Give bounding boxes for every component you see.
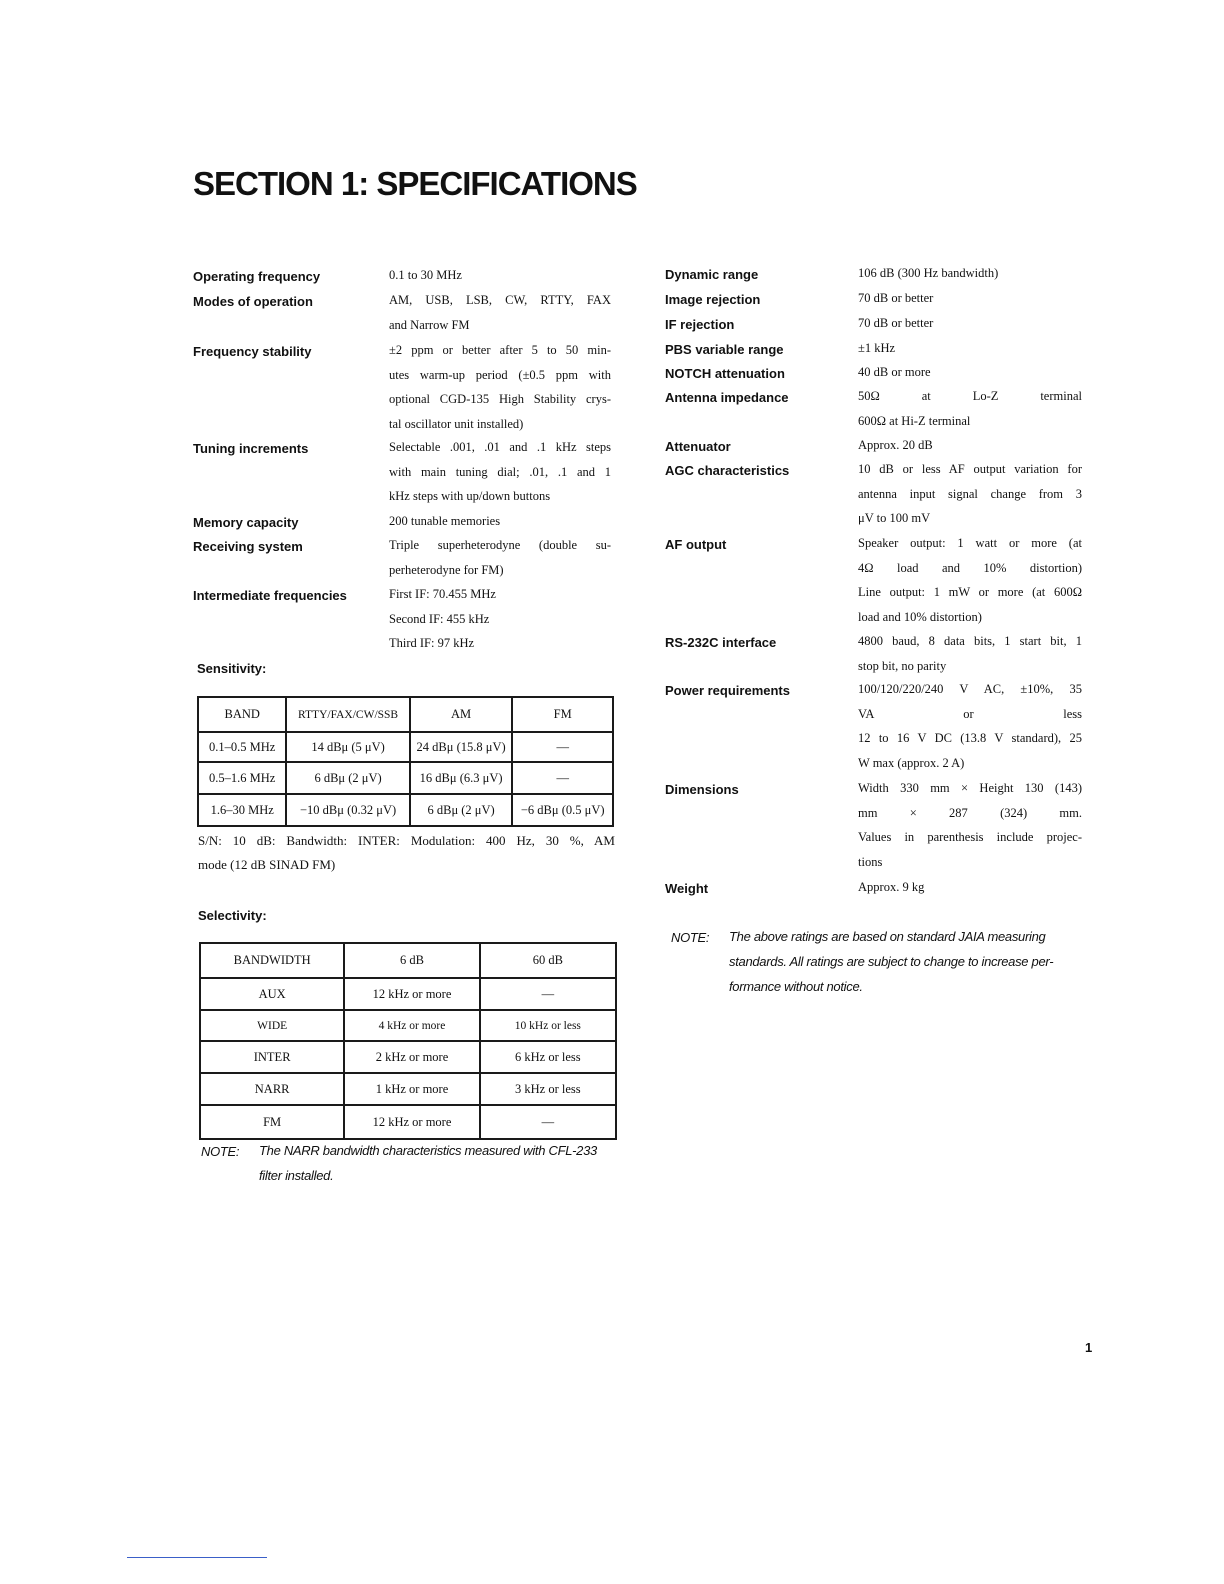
table-header: BAND: [198, 697, 286, 732]
spec-label: Weight: [665, 881, 709, 896]
spec-value-line: with main tuning dial; .01, .1 and 1: [389, 464, 611, 479]
spec-value-line: ±1 kHz: [858, 341, 896, 355]
spec-value-line: tal oscillator unit installed): [389, 416, 524, 431]
table-header: 60 dB: [480, 943, 616, 978]
spec-value: [858, 365, 1082, 390]
table-header: AM: [410, 697, 513, 732]
table-row: [200, 1105, 616, 1139]
spec-value: [389, 440, 611, 514]
spec-label: Modes of operation: [193, 294, 313, 309]
spec-value: [858, 536, 1082, 634]
spec-value: [389, 587, 611, 661]
table-cell: —: [480, 1105, 616, 1139]
spec-label: Tuning increments: [193, 441, 309, 456]
spec-label: Operating frequency: [193, 269, 321, 284]
spec-value-line: ±2 ppm or better after 5 to 50 min-: [389, 343, 611, 357]
spec-label: Memory capacity: [193, 515, 299, 530]
sensitivity-label: Sensitivity:: [197, 661, 267, 676]
spec-value: [858, 462, 1082, 536]
spec-value: [858, 341, 1082, 366]
spec-value-line: 200 tunable memories: [389, 514, 501, 528]
spec-value-line: 100/120/220/240 V AC, ±10%, 35: [858, 682, 1082, 696]
spec-label: Frequency stability: [193, 344, 312, 359]
table-cell: INTER: [200, 1041, 344, 1073]
spec-value-line: AM, USB, LSB, CW, RTTY, FAX: [389, 293, 611, 307]
table-cell: 12 kHz or more: [344, 1105, 479, 1139]
spec-label: Dimensions: [665, 782, 739, 797]
table-header: RTTY/FAX/CW/SSB: [286, 697, 409, 732]
table-cell: 24 dBμ (15.8 μV): [410, 732, 513, 762]
spec-value-line: First IF: 70.455 MHz: [389, 587, 496, 601]
spec-value-line: Line output: 1 mW or more (at 600Ω: [858, 585, 1082, 599]
spec-value-line: 600Ω at Hi-Z terminal: [858, 413, 971, 428]
spec-value: [858, 316, 1082, 341]
table-cell: —: [480, 978, 616, 1010]
table-cell: 4 kHz or more: [344, 1010, 479, 1041]
note-line: S/N: 10 dB: Bandwidth: INTER: Modulation: 400 Hz, 30 %, AM: [198, 833, 615, 848]
footer-rule: [127, 1557, 267, 1558]
spec-value: [858, 781, 1082, 879]
table-header: BANDWIDTH: [200, 943, 344, 978]
table-cell: 6 dBμ (2 μV): [410, 794, 513, 826]
selectivity-label: Selectivity:: [198, 908, 267, 923]
spec-label: Receiving system: [193, 539, 303, 554]
note-line: The above ratings are based on standard JAIA measuring: [729, 929, 1046, 944]
table-cell: 1 kHz or more: [344, 1073, 479, 1105]
sensitivity-table: [197, 696, 614, 827]
table-cell: 6 kHz or less: [480, 1041, 616, 1073]
table-header: 6 dB: [344, 943, 479, 978]
spec-value-line: kHz steps with up/down buttons: [389, 489, 551, 503]
spec-label: Image rejection: [665, 292, 761, 307]
spec-value-line: 70 dB or better: [858, 316, 934, 330]
spec-value-line: 50Ω at Lo-Z terminal: [858, 389, 1082, 403]
spec-value-line: Width 330 mm × Height 130 (143): [858, 781, 1082, 795]
note-label: NOTE:: [201, 1144, 240, 1159]
table-cell: FM: [200, 1105, 344, 1139]
spec-value-line: Second IF: 455 kHz: [389, 611, 490, 626]
table-row: [198, 794, 613, 826]
spec-value-line: 12 to 16 V DC (13.8 V standard), 25: [858, 731, 1082, 745]
spec-value: [389, 514, 611, 539]
note-line: The NARR bandwidth characteristics measured with CFL-233: [259, 1143, 597, 1158]
table-cell: NARR: [200, 1073, 344, 1105]
table-cell: 16 dBμ (6.3 μV): [410, 762, 513, 794]
spec-value-line: 70 dB or better: [858, 291, 934, 305]
spec-value-line: load and 10% distortion): [858, 609, 982, 624]
spec-value-line: 4Ω load and 10% distortion): [858, 560, 1082, 575]
spec-value: [858, 438, 1082, 463]
table-cell: WIDE: [200, 1010, 344, 1041]
spec-value-line: 10 dB or less AF output variation for: [858, 462, 1082, 476]
spec-value: [389, 343, 611, 441]
spec-label: Power requirements: [665, 683, 790, 698]
spec-value: [858, 634, 1082, 683]
spec-label: PBS variable range: [665, 342, 784, 357]
table-cell: −10 dBμ (0.32 μV): [286, 794, 409, 826]
spec-value-line: perheterodyne for FM): [389, 562, 504, 577]
sensitivity-note: [198, 834, 615, 882]
spec-value: [389, 538, 611, 587]
spec-value-line: W max (approx. 2 A): [858, 755, 965, 770]
spec-value-line: 0.1 to 30 MHz: [389, 268, 462, 282]
spec-value-line: Triple superheterodyne (double su-: [389, 538, 611, 552]
note-label: NOTE:: [671, 930, 710, 945]
spec-value-line: μV to 100 mV: [858, 511, 931, 525]
spec-label: IF rejection: [665, 317, 735, 332]
table-cell: AUX: [200, 978, 344, 1010]
note-line: formance without notice.: [729, 979, 863, 994]
spec-value-line: optional CGD-135 High Stability crys-: [389, 392, 611, 406]
spec-value: [858, 880, 1082, 905]
table-cell: 12 kHz or more: [344, 978, 479, 1010]
spec-value: [858, 291, 1082, 316]
note-line: filter installed.: [259, 1168, 334, 1183]
spec-label: Attenuator: [665, 439, 731, 454]
spec-label: Intermediate frequencies: [193, 588, 347, 603]
spec-value-line: antenna input signal change from 3: [858, 486, 1082, 501]
spec-value: [389, 268, 611, 293]
spec-value-line: tions: [858, 854, 883, 869]
table-row: [198, 762, 613, 794]
spec-value: [858, 266, 1082, 291]
note-line: mode (12 dB SINAD FM): [198, 857, 336, 872]
spec-value-line: Values in parenthesis include projec-: [858, 830, 1082, 844]
table-cell: 1.6–30 MHz: [198, 794, 286, 826]
spec-value: [858, 682, 1082, 780]
spec-value-line: utes warm-up period (±0.5 ppm with: [389, 367, 611, 382]
table-row: [200, 1073, 616, 1105]
table-cell: 2 kHz or more: [344, 1041, 479, 1073]
spec-value-line: Third IF: 97 kHz: [389, 636, 475, 650]
table-cell: —: [512, 762, 613, 794]
page-title: SECTION 1: SPECIFICATIONS: [193, 165, 637, 202]
spec-label: Antenna impedance: [665, 390, 789, 405]
spec-value-line: VA or less: [858, 706, 1082, 721]
table-cell: 10 kHz or less: [480, 1010, 616, 1041]
table-header: FM: [512, 697, 613, 732]
spec-value-line: Approx. 20 dB: [858, 438, 933, 452]
spec-label: AF output: [665, 537, 727, 552]
spec-value-line: Approx. 9 kg: [858, 880, 925, 894]
table-header-row: [200, 943, 616, 978]
spec-value-line: 4800 baud, 8 data bits, 1 start bit, 1: [858, 634, 1082, 648]
table-cell: 0.1–0.5 MHz: [198, 732, 286, 762]
note-line: standards. All ratings are subject to change to increase per-: [729, 954, 1054, 969]
selectivity-table: [199, 942, 617, 1140]
spec-value-line: Selectable .001, .01 and .1 kHz steps: [389, 440, 611, 454]
spec-label: Dynamic range: [665, 267, 759, 282]
table-row: [200, 1010, 616, 1041]
spec-value-line: and Narrow FM: [389, 317, 470, 332]
table-cell: 6 dBμ (2 μV): [286, 762, 409, 794]
spec-value: [389, 293, 611, 342]
spec-label: AGC characteristics: [665, 463, 790, 478]
spec-label: NOTCH attenuation: [665, 366, 785, 381]
spec-value-line: Speaker output: 1 watt or more (at: [858, 536, 1082, 550]
table-cell: 3 kHz or less: [480, 1073, 616, 1105]
table-header-row: [198, 697, 613, 732]
spec-value: [858, 389, 1082, 438]
spec-value-line: 106 dB (300 Hz bandwidth): [858, 266, 999, 280]
table-cell: 0.5–1.6 MHz: [198, 762, 286, 794]
spec-value-line: stop bit, no parity: [858, 658, 947, 673]
spec-label: RS-232C interface: [665, 635, 777, 650]
table-cell: −6 dBμ (0.5 μV): [512, 794, 613, 826]
table-cell: 14 dBμ (5 μV): [286, 732, 409, 762]
table-cell: —: [512, 732, 613, 762]
page-number: 1: [1085, 1340, 1093, 1355]
spec-value-line: 40 dB or more: [858, 365, 931, 379]
table-row: [198, 732, 613, 762]
table-row: [200, 1041, 616, 1073]
spec-value-line: mm × 287 (324) mm.: [858, 805, 1082, 820]
table-row: [200, 978, 616, 1010]
